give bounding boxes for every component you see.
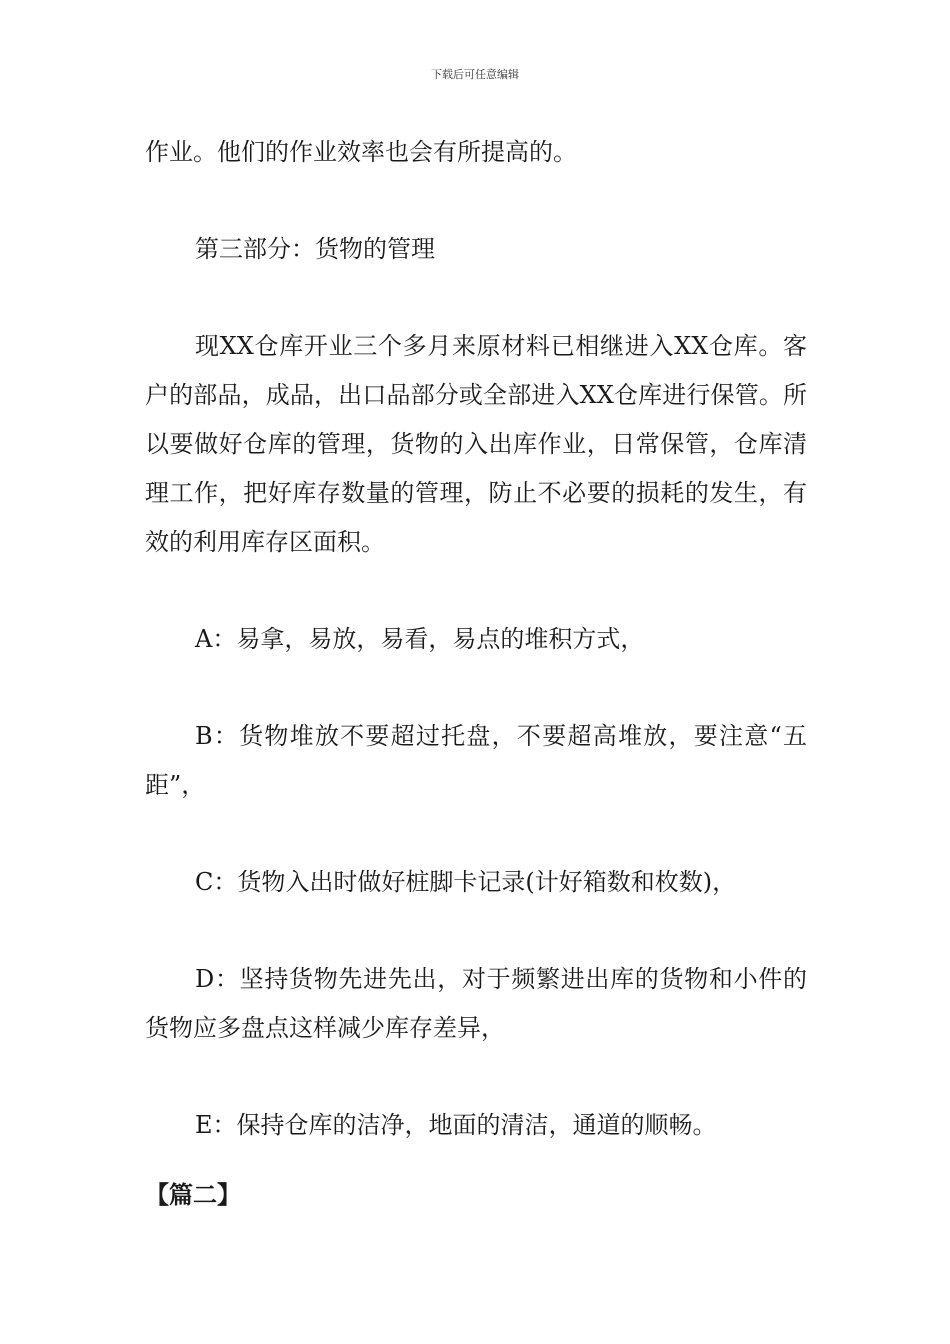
list-item-a: A：易拿，易放，易看，易点的堆积方式，	[195, 625, 645, 653]
paragraph-gap	[145, 810, 807, 858]
list-item-c: C：货物入出时做好桩脚卡记录(计好箱数和枚数)，	[195, 868, 737, 896]
paragraph-gap	[145, 664, 807, 712]
document-body	[145, 128, 807, 1150]
section-mark-part-two: 【篇二】	[145, 1180, 241, 1209]
page-header-note: 下载后可任意编辑	[431, 68, 519, 81]
paragraph-gap	[145, 274, 807, 322]
paragraph-gap	[145, 177, 807, 225]
paragraph-gap	[145, 1053, 807, 1101]
section-heading: 第三部分：货物的管理	[195, 235, 435, 263]
list-item-d: D：坚持货物先进先出，对于频繁进出库的货物和小件的货物应多盘点这样减少库存差异，	[145, 965, 807, 1042]
list-item-b: B：货物堆放不要超过托盘，不要超高堆放，要注意“五距”，	[145, 722, 807, 799]
paragraph-gap	[145, 567, 807, 615]
paragraph-continuation: 作业。他们的作业效率也会有所提高的。	[145, 138, 577, 166]
paragraph-warehouse-intro: 现XX仓库开业三个多月来原材料已相继进入XX仓库。客户的部品，成品，出口品部分或全部进入XX仓库进行保管。所以要做好仓库的管理，货物的入出库作业，日常保管，仓库清理工作，把好库存数量的管理，防止不必要的损耗的发生，有效的利用库存区面积。	[145, 332, 807, 556]
paragraph-gap	[145, 907, 807, 955]
list-item-e: E：保持仓库的洁净，地面的清洁，通道的顺畅。	[195, 1111, 717, 1139]
